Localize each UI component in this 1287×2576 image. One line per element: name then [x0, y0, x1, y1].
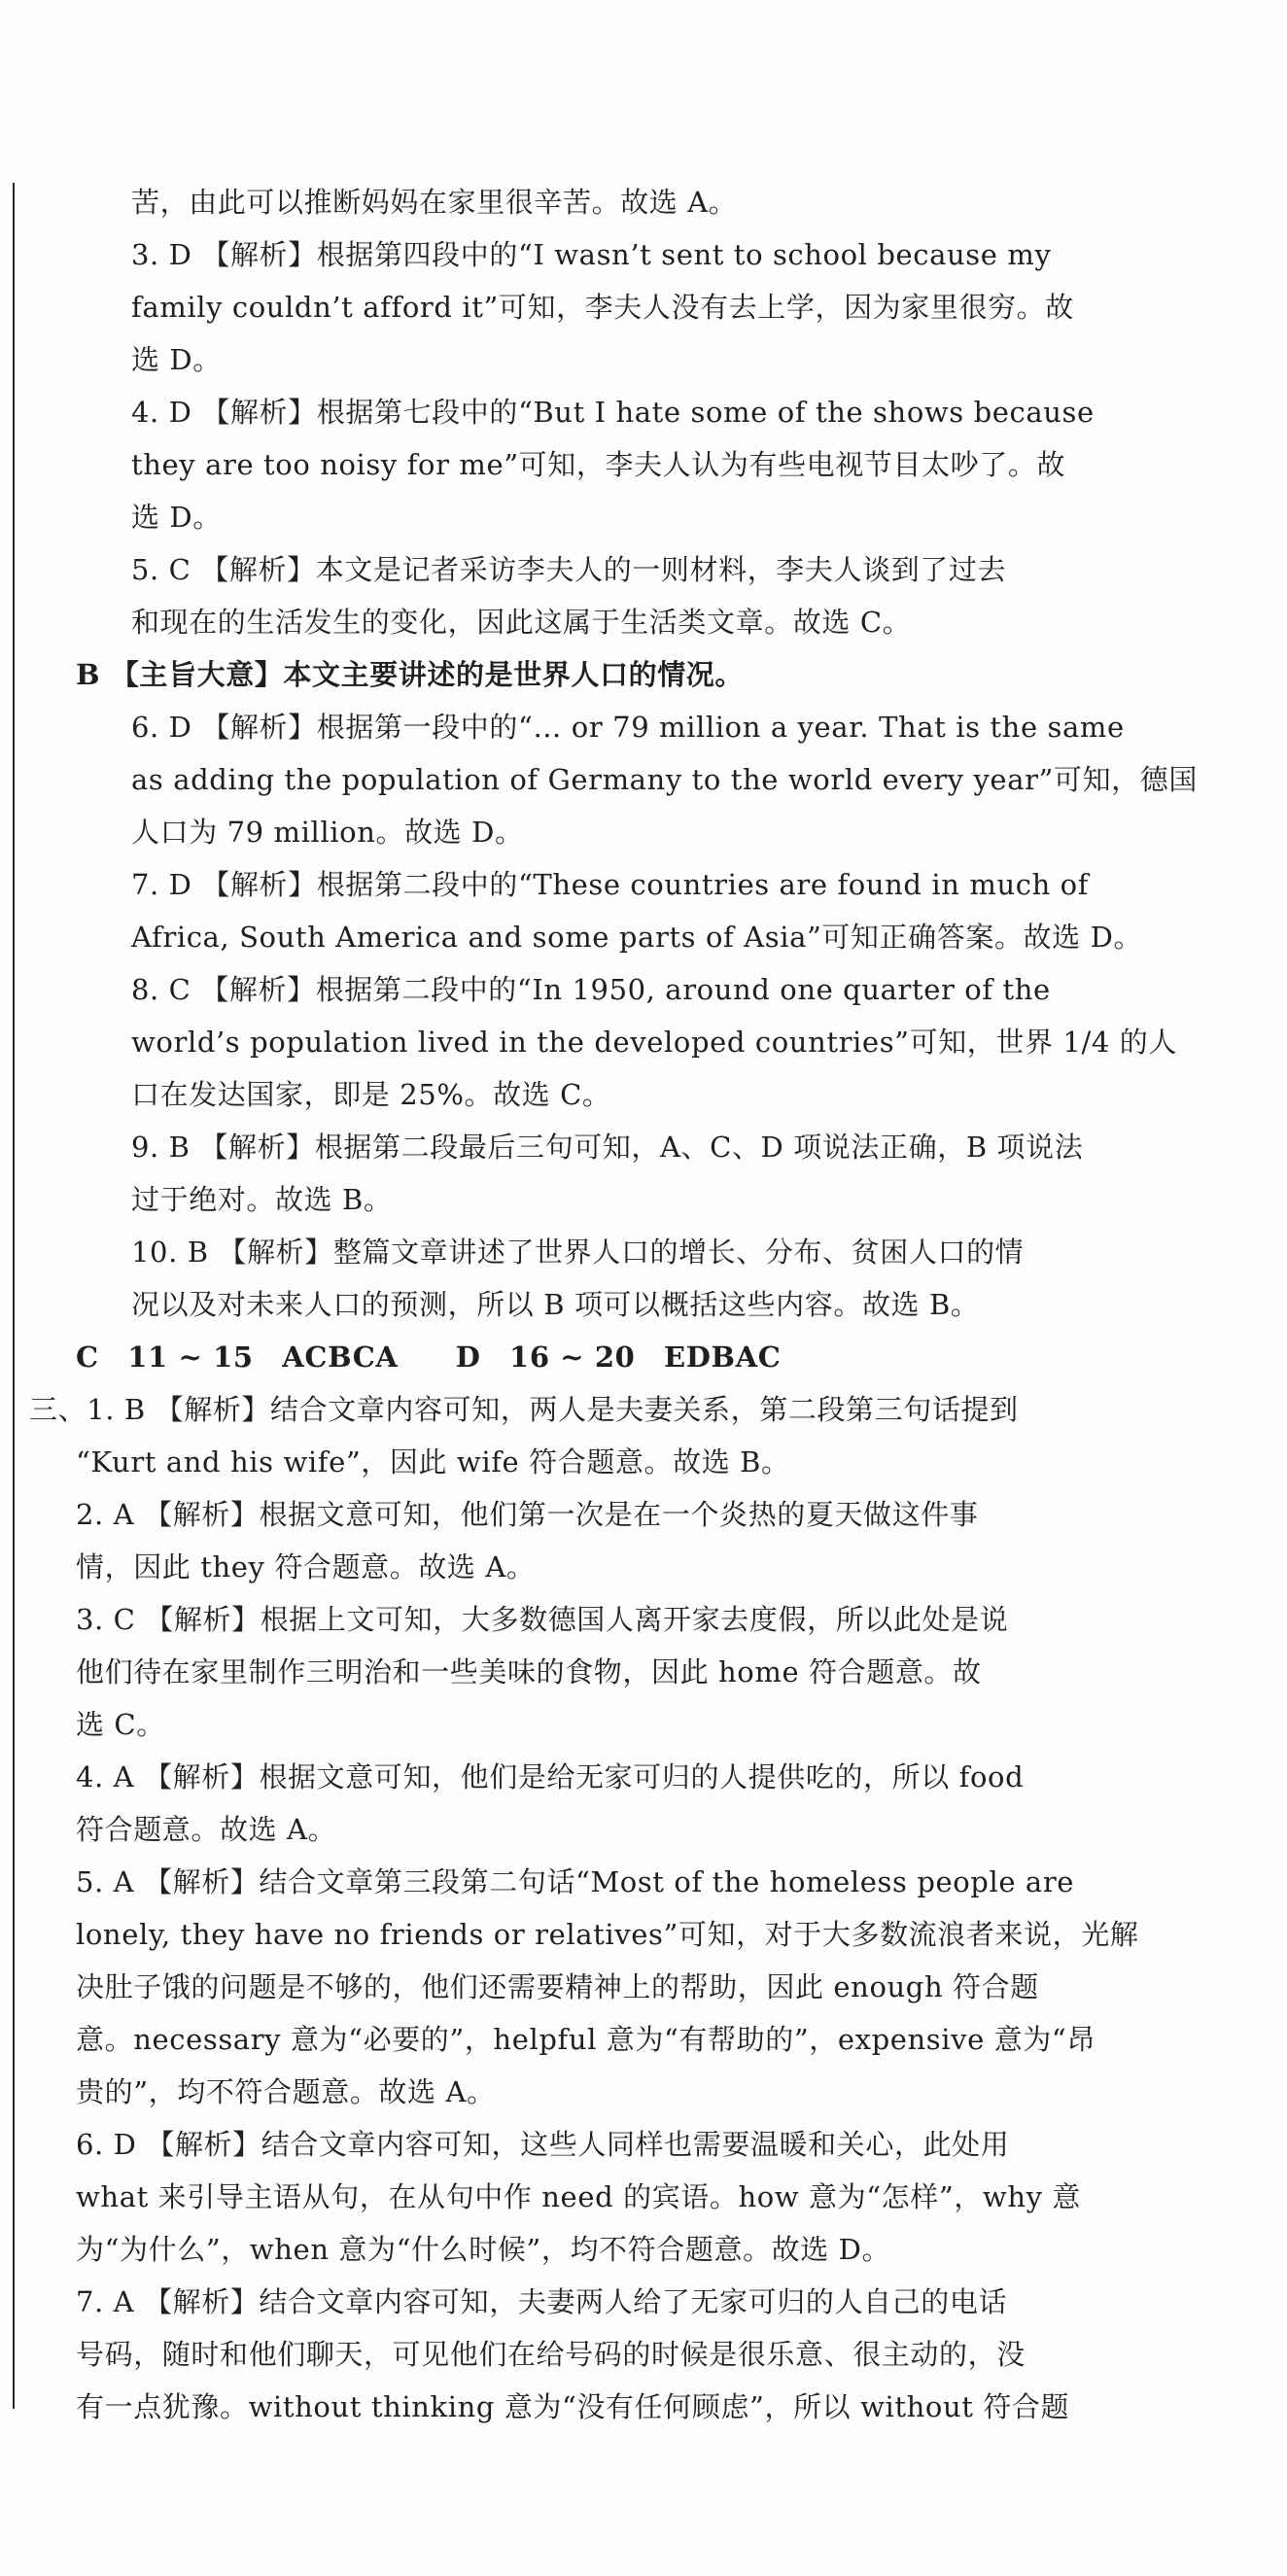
text-line: 7. D 【解析】根据第二段中的“These countries are found in much of — [131, 868, 1090, 901]
text-line: 3. C 【解析】根据上文可知，大多数德国人离开家去度假，所以此处是说 — [76, 1603, 1009, 1636]
text-line: 4. A 【解析】根据文意可知，他们是给无家可归的人提供吃的，所以 food — [76, 1760, 1025, 1793]
text-line: what 来引导主语从句，在从句中作 need 的宾语。how 意为“怎样”，why 意 — [76, 2180, 1081, 2213]
text-line: 4. D 【解析】根据第七段中的“But I hate some of the shows because — [131, 396, 1095, 429]
text-line: 人口为 79 million。故选 D。 — [131, 816, 524, 849]
text-line: 5. C 【解析】本文是记者采访李夫人的一则材料，李夫人谈到了过去 — [131, 553, 1007, 586]
text-line: 3. D 【解析】根据第四段中的“I wasn’t sent to school because my — [131, 238, 1052, 271]
text-line: 2. A 【解析】根据文意可知，他们第一次是在一个炎热的夏天做这件事 — [76, 1498, 979, 1531]
text-line: Africa, South America and some parts of Asia”可知正确答案。故选 D。 — [131, 921, 1143, 954]
text-line: 意。necessary 意为“必要的”，helpful 意为“有帮助的”，expensive 意为“昂 — [76, 2023, 1096, 2056]
text-line: 为“为什么”，when 意为“什么时候”，均不符合题意。故选 D。 — [76, 2233, 891, 2266]
text-line: as adding the population of Germany to the world every year”可知，德国 — [131, 763, 1198, 796]
text-line: 况以及对未来人口的预测，所以 B 项可以概括这些内容。故选 B。 — [131, 1288, 980, 1321]
answer-key-line: C 11 ~ 15 ACBCA D 16 ~ 20 EDBAC — [76, 1340, 782, 1374]
text-line: 贵的”，均不符合题意。故选 A。 — [76, 2075, 496, 2108]
text-line: 决肚子饿的问题是不够的，他们还需要精神上的帮助，因此 enough 符合题 — [76, 1970, 1039, 2003]
text-line: 选 C。 — [76, 1708, 165, 1741]
section-header: B 【主旨大意】本文主要讲述的是世界人口的情况。 — [76, 658, 745, 691]
text-line: 7. A 【解析】结合文章内容可知，夫妻两人给了无家可归的人自己的电话 — [76, 2285, 1008, 2318]
text-line: 有一点犹豫。without thinking 意为“没有任何顾虑”，所以 without 符合题 — [76, 2390, 1070, 2423]
text-line: 情，因此 they 符合题意。故选 A。 — [76, 1550, 536, 1584]
text-line: 过于绝对。故选 B。 — [131, 1183, 393, 1216]
text-line: they are too noisy for me”可知，李夫人认为有些电视节目太吵了。故 — [131, 448, 1066, 481]
text-line: 符合题意。故选 A。 — [76, 1813, 337, 1846]
text-line: 号码，随时和他们聊天，可见他们在给号码的时候是很乐意、很主动的，没 — [76, 2338, 1026, 2371]
text-line: 和现在的生活发生的变化，因此这属于生活类文章。故选 C。 — [131, 606, 912, 639]
text-line: 5. A 【解析】结合文章第三段第二句话“Most of the homeless people are — [76, 1865, 1075, 1898]
left-margin-rule — [13, 183, 15, 2409]
text-line: “Kurt and his wife”，因此 wife 符合题意。故选 B。 — [76, 1445, 790, 1479]
text-line: 选 D。 — [131, 343, 222, 376]
text-line: 苦，由此可以推断妈妈在家里很辛苦。故选 A。 — [131, 186, 738, 219]
text-line: 三、1. B 【解析】结合文章内容可知，两人是夫妻关系，第二段第三句话提到 — [29, 1393, 1019, 1426]
text-line: 6. D 【解析】根据第一段中的“… or 79 million a year. That is the same — [131, 711, 1125, 744]
text-line: 他们待在家里制作三明治和一些美味的食物，因此 home 符合题意。故 — [76, 1655, 982, 1688]
text-line: lonely, they have no friends or relatives”可知，对于大多数流浪者来说，光解 — [76, 1918, 1139, 1951]
text-line: 9. B 【解析】根据第二段最后三句可知，A、C、D 项说法正确，B 项说法 — [131, 1131, 1084, 1164]
text-line: 口在发达国家，即是 25%。故选 C。 — [131, 1078, 611, 1111]
text-line: family couldn’t afford it”可知，李夫人没有去上学，因为家里很穷。故 — [131, 291, 1074, 324]
text-line: 选 D。 — [131, 501, 222, 534]
text-line: 10. B 【解析】整篇文章讲述了世界人口的增长、分布、贫困人口的情 — [131, 1236, 1025, 1269]
text-line: 8. C 【解析】根据第二段中的“In 1950, around one quarter of the — [131, 973, 1051, 1006]
text-line: world’s population lived in the developed countries”可知，世界 1/4 的人 — [131, 1026, 1177, 1059]
text-line: 6. D 【解析】结合文章内容可知，这些人同样也需要温暖和关心，此处用 — [76, 2128, 1010, 2161]
